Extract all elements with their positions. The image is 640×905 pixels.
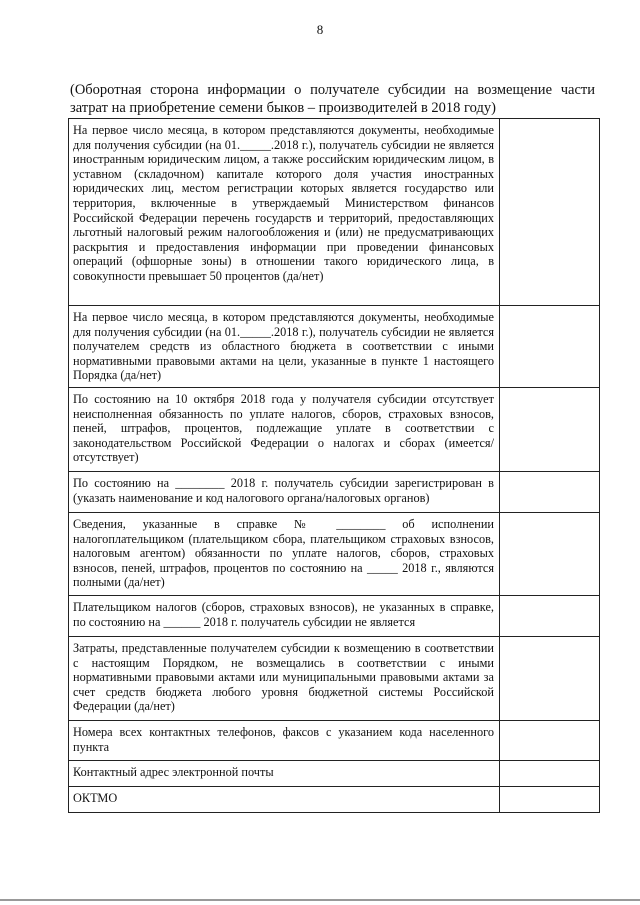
question-cell: По состоянию на 10 октября 2018 года у получателя субсидии отсутствует неисполненная обязанность по уплате налогов, сборов, страховых взносов, пеней, штрафов, процентов, подлежащие уплате в соответствии с законодательством Российской Федерации о налогах и сборах (имеется/отсутствует) [69,388,500,472]
question-cell: Контактный адрес электронной почты [69,761,500,787]
recipient-info-table [68,118,600,813]
answer-cell[interactable] [500,787,600,813]
page-bottom-divider [0,899,640,901]
form-heading: (Оборотная сторона информации о получателе субсидии на возмещение части затрат на приобретение семени быков – производителей в 2018 году) [70,82,595,116]
table-row [69,721,600,761]
answer-cell[interactable] [500,472,600,513]
answer-cell[interactable] [500,761,600,787]
table-row [69,596,600,637]
table-row [69,761,600,787]
table-row [69,119,600,306]
table-row [69,306,600,388]
table-row [69,787,600,813]
question-cell: ОКТМО [69,787,500,813]
page-number: 8 [316,22,324,37]
table-row [69,637,600,721]
question-cell: На первое число месяца, в котором представляются документы, необходимые для получения субсидии (на 01._____.2018 г.), получатель субсидии не является иностранным юридическим лицом, а также российским юридическим лицом, в уставном (складочном) капитале которого доля участия иностранных юридических лиц, местом регистрации которых является государство или территория, включенные в утверждаемый Министерством финансов Российской Федерации перечень государств и территорий, предоставляющих льготный налоговый режим налогообложения и (или) не предусматривающих раскрытия и предоставления информации при проведении финансовых операций (офшорные зоны) в отношении такого юридического лица, в совокупности превышает 50 процентов (да/нет) [69,119,500,306]
question-cell: Сведения, указанные в справке № ________ об исполнении налогоплательщиком (плательщиком сбора, плательщиком страховых взносов, налоговым агентом) обязанности по уплате налогов, сборов, страховых взносов, пеней, штрафов, процентов по состоянию на _____ 2018 г., являются полными (да/нет) [69,513,500,596]
answer-cell[interactable] [500,596,600,637]
question-cell: Номера всех контактных телефонов, факсов с указанием кода населенного пункта [69,721,500,761]
answer-cell[interactable] [500,721,600,761]
answer-cell[interactable] [500,388,600,472]
question-cell: По состоянию на ________ 2018 г. получатель субсидии зарегистрирован в (указать наименование и код налогового органа/налоговых органов) [69,472,500,513]
question-cell: Затраты, представленные получателем субсидии к возмещению в соответствии с настоящим Порядком, не возмещались в соответствии с иными нормативными правовыми актами или муниципальными правовыми актами за счет средств бюджета любого уровня бюджетной системы Российской Федерации (да/нет) [69,637,500,721]
table-row [69,513,600,596]
question-cell: На первое число месяца, в котором представляются документы, необходимые для получения субсидии (на 01._____.2018 г.), получатель субсидии не является получателем средств из областного бюджета в соответствии с иными нормативными правовыми актами на цели, указанные в пункте 1 настоящего Порядка (да/нет) [69,306,500,388]
table-row [69,472,600,513]
table-row [69,388,600,472]
answer-cell[interactable] [500,637,600,721]
answer-cell[interactable] [500,513,600,596]
answer-cell[interactable] [500,119,600,306]
answer-cell[interactable] [500,306,600,388]
question-cell: Плательщиком налогов (сборов, страховых взносов), не указанных в справке, по состоянию на ______ 2018 г. получатель субсидии не является [69,596,500,637]
